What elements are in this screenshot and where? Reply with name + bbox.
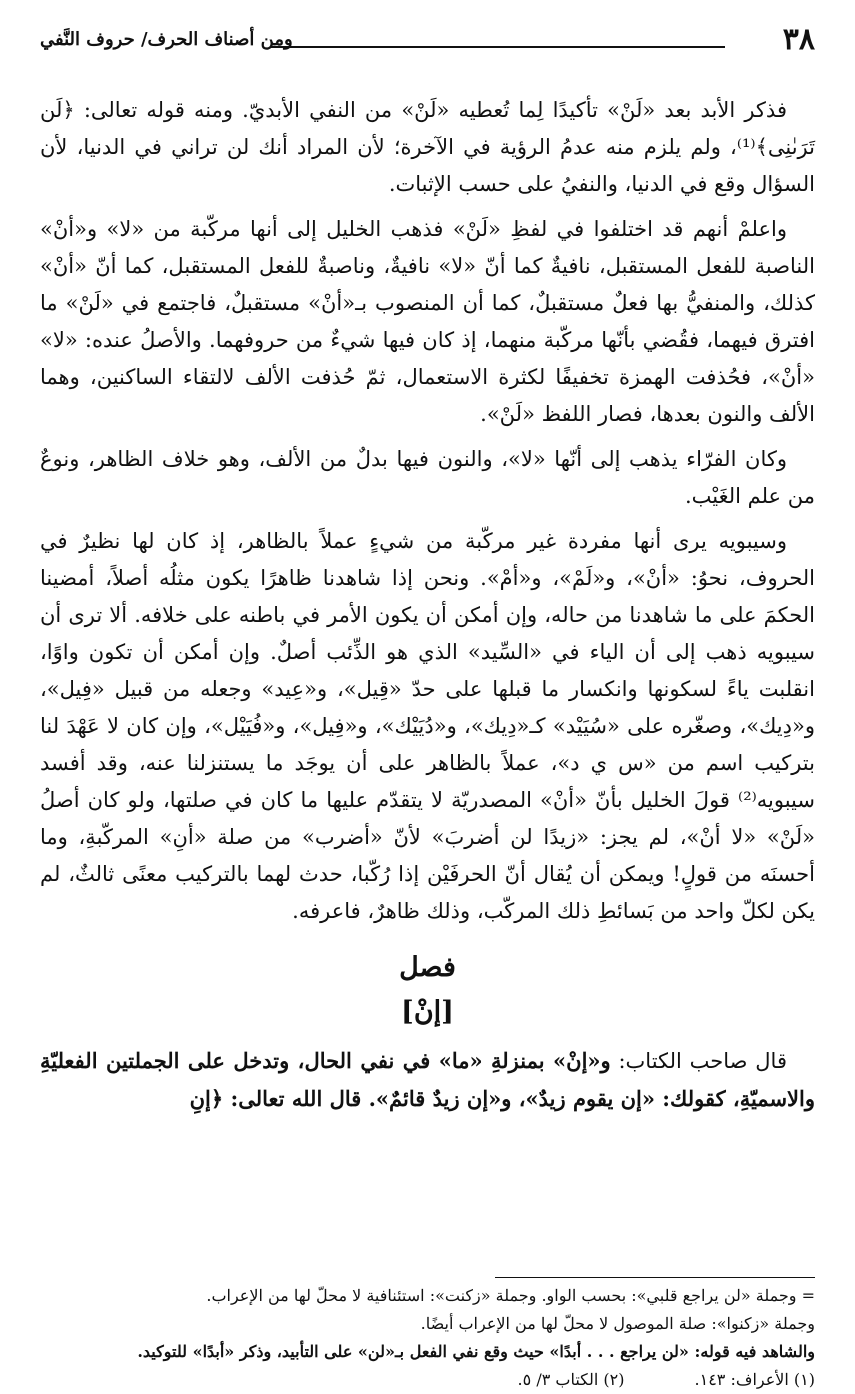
section-paragraph xyxy=(40,1042,815,1118)
quoted-text: و«إنْ» بمنزلةِ «ما» في نفي الحال، وتدخل على الجملتين الفعليّةِ والاسميّةِ، كقولك: «إن يقوم زيدٌ»، و«إن زيدٌ قائمٌ». قال الله تعالى: ﴿إنِ xyxy=(40,1048,815,1111)
section-subheading: [إنْ] xyxy=(401,996,454,1027)
footnote-rule xyxy=(495,1277,815,1278)
header-rule xyxy=(270,46,725,48)
footnote-evidence: والشاهد فيه قوله: «لن يراجع . . . أبدًا» حيث وقع نفي الفعل بـ«لن» على التأبيد، وذكر «أبدًا» للتوكيد. xyxy=(137,1342,815,1361)
footnote-2: (٢) الكتاب ٣/ ٥. xyxy=(517,1370,625,1389)
paragraph: واعلمْ أنهم قد اختلفوا في لفظِ «لَنْ» فذهب الخليل إلى أنها مركّبة من «لا» و«أنْ» الناصبة للفعل المستقبل، نافيةٌ كما أنّ «لا» نافيةٌ، وناصبةٌ للفعل المستقبل، كما أنّ «أنْ» كذلك، والمنفيُّ بها فعلٌ مستقبلٌ، كما أن المنصوب بـ«أنْ» مستقبلٌ، فاجتمع في «لَنْ» ما افترق فيهما، فقُضي بأنّها مركّبة منهما، إذ كان فيها شيءٌ من حروفهما. والأصلُ عنده: «لا» «أنْ»، فحُذفت الهمزة تخفيفًا لكثرة الاستعمال، ثمّ حُذفت الألف لالتقاء الساكنين، وهما الألف والنون بعدها، فصار اللفظ «لَنْ». xyxy=(40,217,815,426)
footnote-continuation: = وجملة «لن يراجع قلبي»: بحسب الواو. وجملة «زكنت»: استئنافية لا محلّ لها من الإعراب. xyxy=(206,1286,815,1305)
section-lead: قال صاحب الكتاب: xyxy=(610,1049,787,1073)
footnote-references xyxy=(40,1366,815,1394)
paragraph: فذكر الأبد بعد «لَنْ» تأكيدًا لِما تُعطيه «لَنْ» من النفي الأبديّ. ومنه قوله تعالى: ﴿لَن تَرَىٰنِى﴾⁽¹⁾، ولم يلزم منه عدمُ الرؤية في الآخرة؛ لأن المراد أنك لن تراني في الدنيا، لأن السؤال وقع في الدنيا، والنفيُ على حسب الإثبات. xyxy=(40,98,815,196)
page-number: ٣٨ xyxy=(782,22,815,57)
footnote-continuation-2: وجملة «زكنوا»: صلة الموصول لا محلّ لها من الإعراب أيضًا. xyxy=(420,1314,815,1333)
paragraph: وسيبويه يرى أنها مفردة غير مركّبة من شيءٍ عملاً بالظاهر، إذ كان لها نظيرٌ في الحروف، نحوُ: «أنْ»، و«لَمْ»، و«أمْ». ونحن إذا شاهدنا ظاهرًا يكون مثلُه أصلاً، أمضينا الحكمَ على ما شاهدنا من حاله، وإن أمكن أن يكون الأمر في باطنه على خلافه. ألا ترى أن سيبويه ذهب إلى أن الياء في «السِّيد» الذي هو الذِّئب أصلٌ. وإن أمكن أن تكون واوًا، انقلبت ياءً لسكونها وانكسار ما قبلها على حدّ «قِيل»، و«عِيد» وجعله من قبيل «فِيل»، و«دِيك»، وصغّره على «سُيَيْد» كـ«دِيك»، و«دُيَيْك»، و«فِيل»، و«فُيَيْل»، وإن كان لا عَهْدَ لنا بتركيب اسم من «س ي د»، عملاً بالظاهر على أن يوجَد ما يستنزلنا عنه، وقد أفسد سيبويه⁽²⁾ قولَ الخليل بأنّ «أنْ» المصدريّة لا يتقدّم عليها ما كان في صلتها، ولو كان أصلُ «لَنْ» «لا أنْ»، لم يجز: «زيدًا لن أضربَ» لأنّ «أضرب» من صلة «أنِ» المركّبةِ، وما أحسنَه من قولٍ! ويمكن أن يُقال أنّ الحرفَيْن إذا رُكّبا، حدث لهما بالتركيب معنًى ثالثٌ، لم يكن لكلّ واحد من بَسائطِ ذلك المركّب، وذلك ظاهرٌ، فاعرفه. xyxy=(40,529,815,923)
footnotes xyxy=(40,1282,815,1394)
running-head: ومن أصناف الحرف/ حروف النَّفي xyxy=(40,29,293,50)
footnote-1: (١) الأعراف: ١٤٣. xyxy=(694,1370,815,1389)
section-heading: فصل xyxy=(399,952,456,983)
paragraph: وكان الفرّاء يذهب إلى أنّها «لا»، والنون فيها بدلٌ من الألف، وهو خلاف الظاهر، ونوعٌ من علم الغَيْب. xyxy=(40,447,815,508)
main-text xyxy=(40,92,815,1126)
page-header xyxy=(40,20,815,60)
